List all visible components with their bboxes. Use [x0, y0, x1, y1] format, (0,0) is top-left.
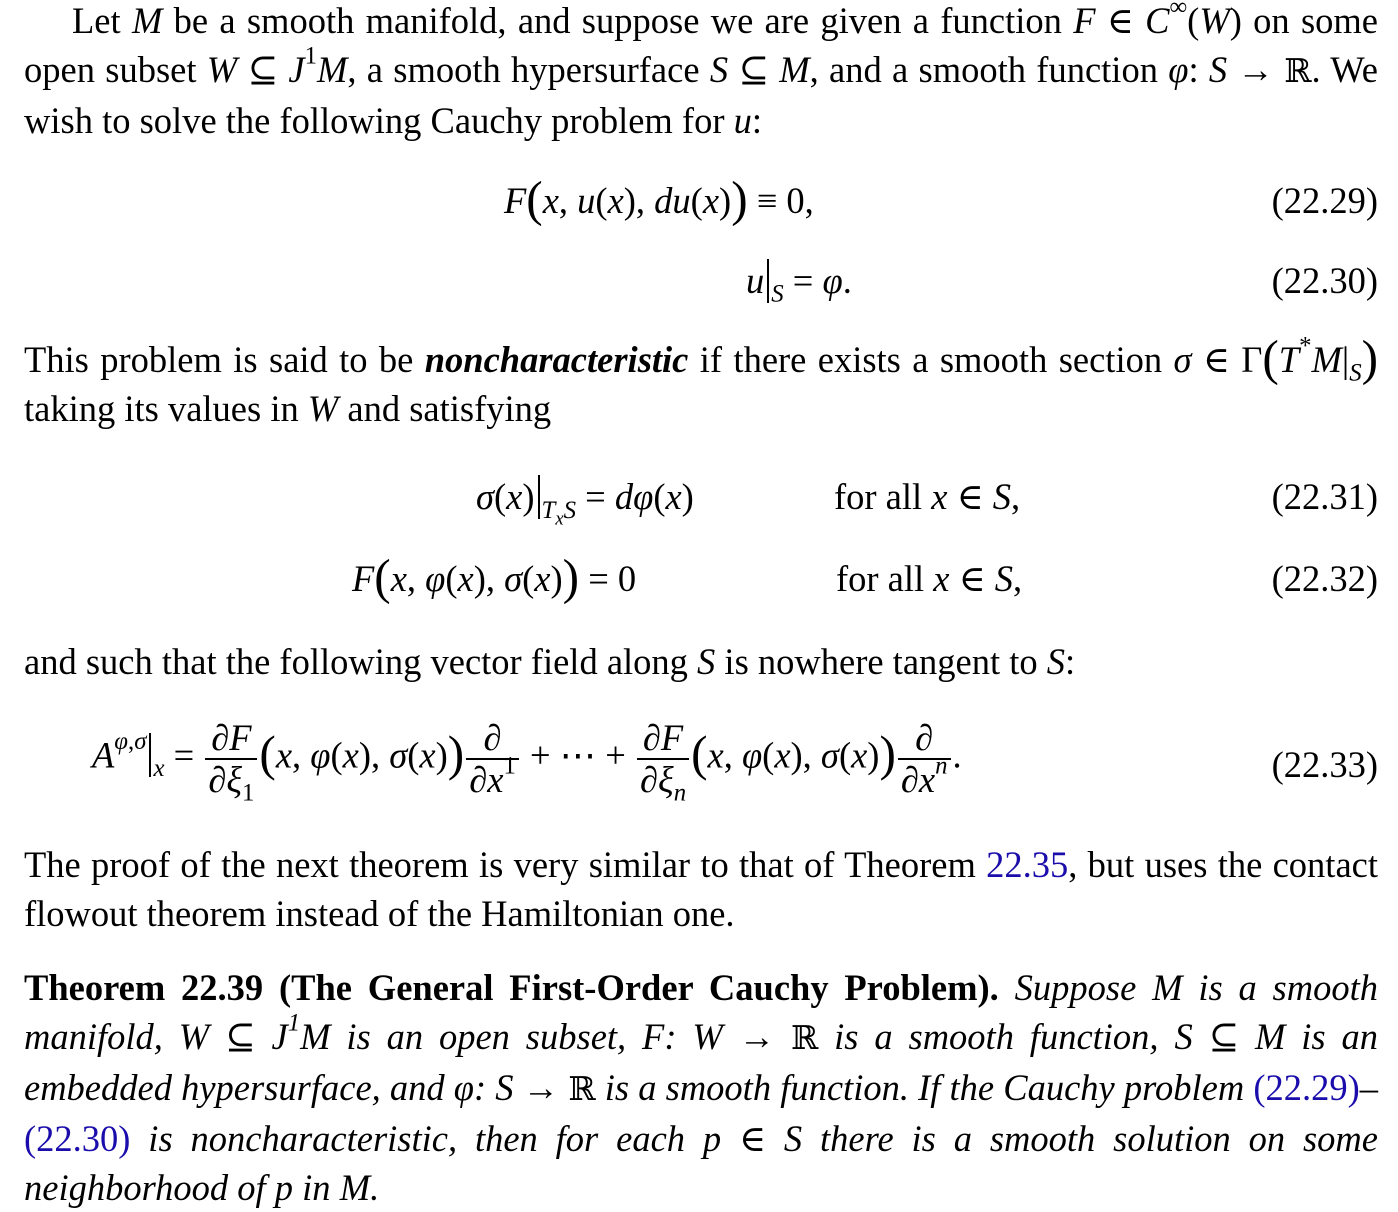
fraction: $\frac{\partial F}{\partial\xi_n}$	[637, 718, 689, 800]
equation-22-30: u $_S$ = φ. (22.30)	[24, 256, 1378, 306]
equation-22-32: F(x, φ(x), σ(x)) = 0 for all x ∈ S, (22.32)	[352, 549, 1378, 605]
fraction: $\frac{\partial}{\partial x^1}$	[466, 718, 519, 800]
theorem-reference-link[interactable]: 22.35	[986, 844, 1069, 885]
equation-number: (22.32)	[1271, 558, 1378, 599]
equation-22-29: F(x, u(x), du(x)) ≡ 0, (22.29)	[504, 171, 1378, 227]
theorem-title: Theorem 22.39 (The General First-Order Cauchy Problem).	[24, 967, 999, 1008]
equation-number: (22.30)	[1271, 260, 1378, 301]
proof-note-paragraph: The proof of the next theorem is very similar to that of Theorem 22.35, but uses the contact flowout theorem instead of the Hamiltonian one.	[24, 844, 1378, 934]
equation-22-31: σ(x) $_{T_xS}$ = dφ(x) for all x ∈ S, (22.31)	[24, 472, 1378, 522]
fraction: $\frac{\partial F}{\partial\xi_1}$	[205, 718, 257, 800]
equation-reference-link[interactable]: (22.30)	[24, 1118, 131, 1159]
intro-paragraph: Let M be a smooth manifold, and suppose we are given a function F ∈ C∞(W) on some open subset W ⊆ $J^1M$, a smooth hypersurface S ⊆ M, and a smooth function φ: S → ℝ. We wish to solve the following Cauchy problem for u:	[24, 0, 1379, 141]
theorem-22-39: Theorem 22.39 (The General First-Order Cauchy Problem). Suppose M is a smooth manifold, W ⊆ $J^1M$ is an open subset, F: W → ℝ is a smooth function, S ⊆ M is an embedded hypersurface, and φ: S → ℝ is a smooth function. If the Cauchy problem (22.29)–(22.30) is noncharacteristic, then for each p ∈ S there is a smooth solution on some neighborhood of p in M.	[24, 967, 1379, 1208]
equation-number: (22.31)	[1271, 476, 1378, 517]
equation-reference-link[interactable]: (22.29)	[1253, 1067, 1360, 1108]
defined-term: noncharacteristic	[424, 339, 689, 380]
equation-22-33: $A^{\varphi,\sigma}_x$ = $\frac{\partial F}{\partial\xi_1}$ (x, φ(x), σ(x)) $\frac{\partial}{\partial x^1}$ + ⋯ + $\frac{\partial F}{\partial\xi_n}$ (x, φ(x), σ(x)) $\frac{\partial}{\partial x^n}$ . (22.33)	[92, 717, 1378, 807]
fraction: $\frac{\partial}{\partial x^n}$	[898, 718, 951, 800]
noncharacteristic-paragraph: This problem is said to be noncharacteristic if there exists a smooth section σ ∈ $\Gamma(T^*M|_S)$ taking its values in W and satisfying	[24, 330, 1378, 429]
vectorfield-paragraph: and such that the following vector field along S is nowhere tangent to S:	[24, 641, 1076, 682]
equation-number: (22.29)	[1271, 180, 1378, 221]
equation-number: (22.33)	[1271, 744, 1378, 785]
